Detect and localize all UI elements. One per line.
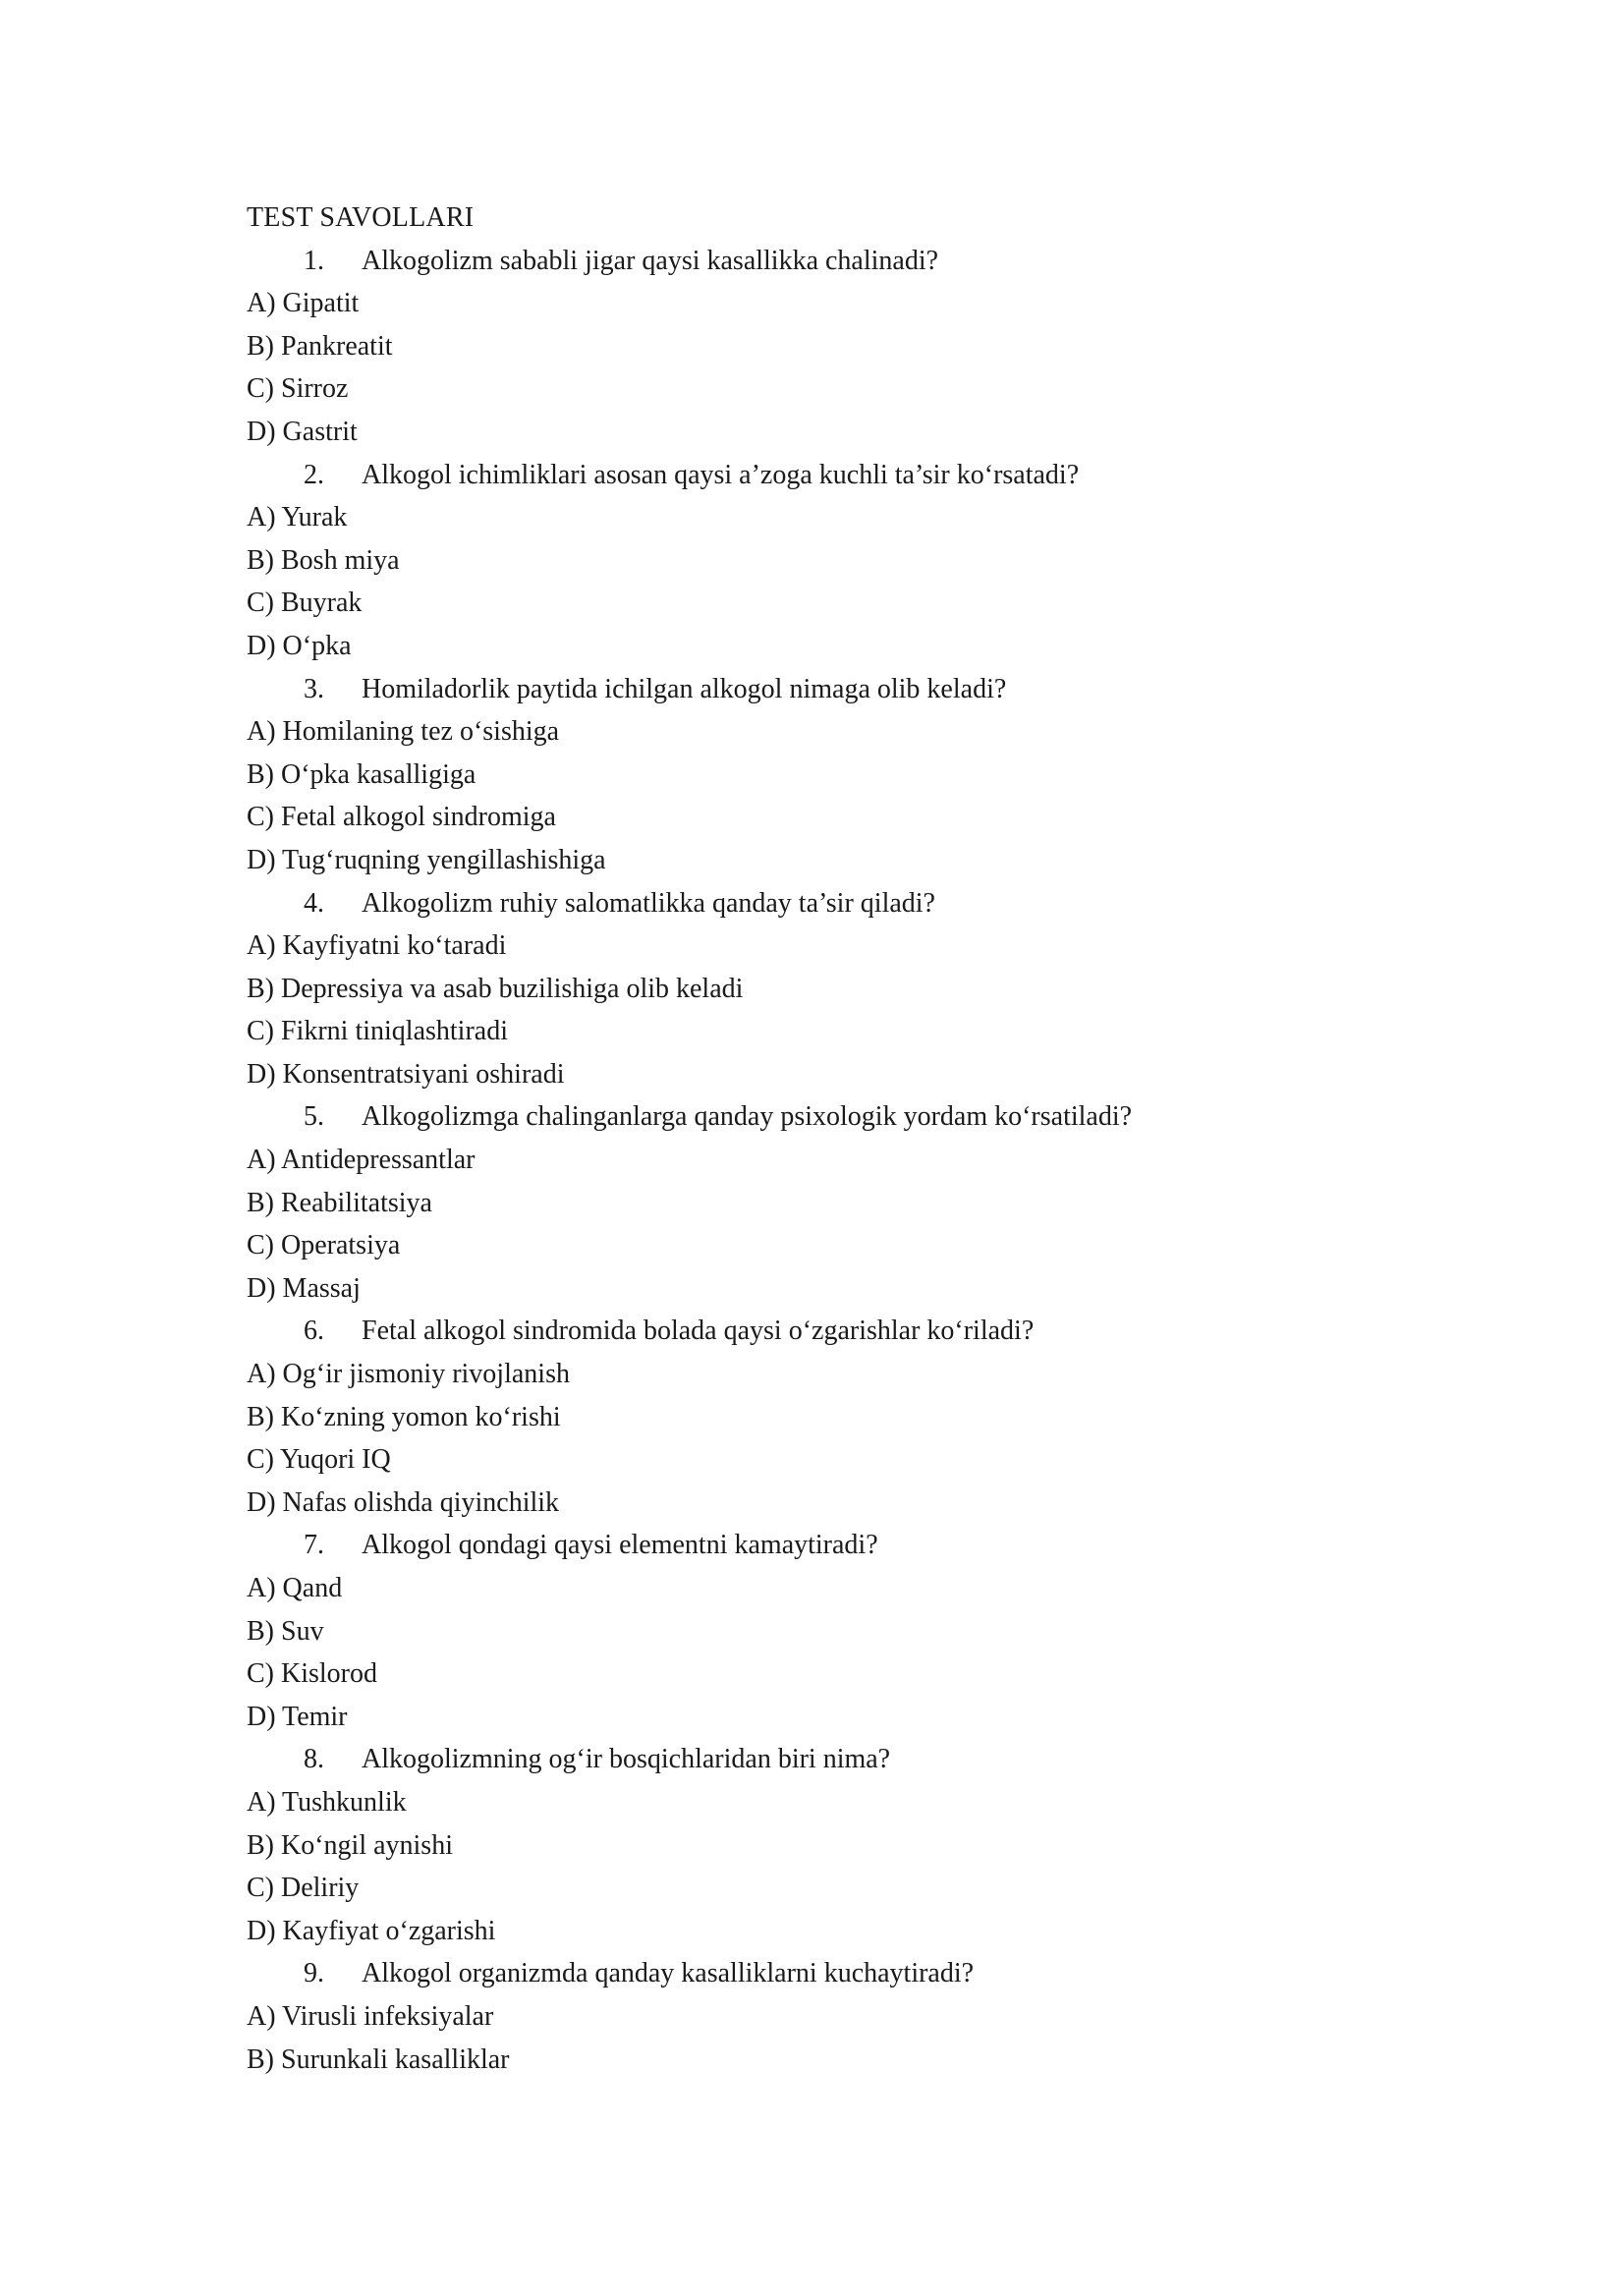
question-3 [247,668,1426,711]
question-5 [247,1095,1426,1139]
answer-option: C) Fetal alkogol sindromiga [247,802,556,833]
answer-option: D) Konsentratsiyani oshiradi [247,1058,565,1090]
answer-option: B) Ko‘ngil aynishi [247,1829,453,1861]
answer-option: B) Surunkali kasalliklar [247,2044,510,2075]
answer-option: A) Yurak [247,502,348,533]
question-number: 9. [304,1958,324,1989]
answer-option: D) Kayfiyat o‘zgarishi [247,1915,496,1946]
answer-option: B) Reabilitatsiya [247,1187,432,1218]
answer-option: C) Buyrak [247,588,363,619]
question-number: 1. [304,245,324,276]
question-6 [247,1310,1426,1353]
answer-option: A) Homilaning tez o‘sishiga [247,716,560,748]
answer-option: D) Tug‘ruqning yengillashishiga [247,844,606,875]
answer-option: B) O‘pka kasalligiga [247,758,476,790]
answer-option: D) O‘pka [247,630,352,661]
answer-option: D) Nafas olishda qiyinchilik [247,1486,560,1518]
answer-option: D) Massaj [247,1272,361,1304]
answer-option: B) Pankreatit [247,330,393,362]
answer-option: C) Kislorod [247,1658,377,1690]
question-number: 7. [304,1530,324,1561]
question-number: 2. [304,459,324,490]
question-text: Homiladorlik paytida ichilgan alkogol nimaga olib keladi? [362,673,1007,704]
answer-option: D) Temir [247,1701,348,1732]
answer-option: C) Operatsiya [247,1230,401,1261]
question-7 [247,1524,1426,1567]
answer-option: B) Bosh miya [247,544,400,576]
question-number: 3. [304,673,324,704]
answer-option: C) Sirroz [247,373,349,405]
question-2 [247,454,1426,497]
answer-option: A) Tushkunlik [247,1786,407,1818]
answer-option: C) Yuqori IQ [247,1444,391,1476]
question-text: Alkogolizmga chalinganlarga qanday psixologik yordam ko‘rsatiladi? [362,1101,1133,1133]
question-text: Alkogolizm ruhiy salomatlikka qanday ta’sir qiladi? [362,887,935,919]
question-text: Fetal alkogol sindromida bolada qaysi o‘zgarishlar ko‘riladi? [362,1316,1035,1347]
answer-option: A) Og‘ir jismoniy rivojlanish [247,1359,570,1390]
answer-option: B) Ko‘zning yomon ko‘rishi [247,1401,561,1432]
question-number: 5. [304,1101,324,1133]
question-number: 8. [304,1744,324,1775]
answer-option: B) Depressiya va asab buzilishiga olib keladi [247,973,744,1004]
question-4 [247,882,1426,925]
question-number: 6. [304,1316,324,1347]
question-text: Alkogol organizmda qanday kasalliklarni kuchaytiradi? [362,1958,975,1989]
test-content [247,196,1426,2081]
answer-option: B) Suv [247,1615,324,1647]
answer-option: D) Gastrit [247,416,358,447]
question-text: Alkogol ichimliklari asosan qaysi a’zoga kuchli ta’sir ko‘rsatadi? [362,459,1080,490]
question-number: 4. [304,887,324,919]
question-1 [247,240,1426,283]
answer-option: A) Qand [247,1573,343,1603]
answer-option: A) Virusli infeksiyalar [247,2000,494,2032]
answer-option: C) Fikrni tiniqlashtiradi [247,1016,508,1047]
question-text: Alkogolizm sababli jigar qaysi kasallikka chalinadi? [362,245,939,276]
answer-option: A) Gipatit [247,288,360,319]
question-9 [247,1952,1426,1995]
answer-option: A) Antidepressantlar [247,1145,476,1176]
question-text: Alkogol qondagi qaysi elementni kamaytiradi? [362,1530,878,1561]
answer-option: C) Deliriy [247,1873,360,1904]
question-text: Alkogolizmning og‘ir bosqichlaridan biri nima? [362,1744,891,1775]
question-8 [247,1738,1426,1781]
page-heading: TEST SAVOLLARI [247,202,475,233]
answer-option: A) Kayfiyatni ko‘taradi [247,930,507,962]
